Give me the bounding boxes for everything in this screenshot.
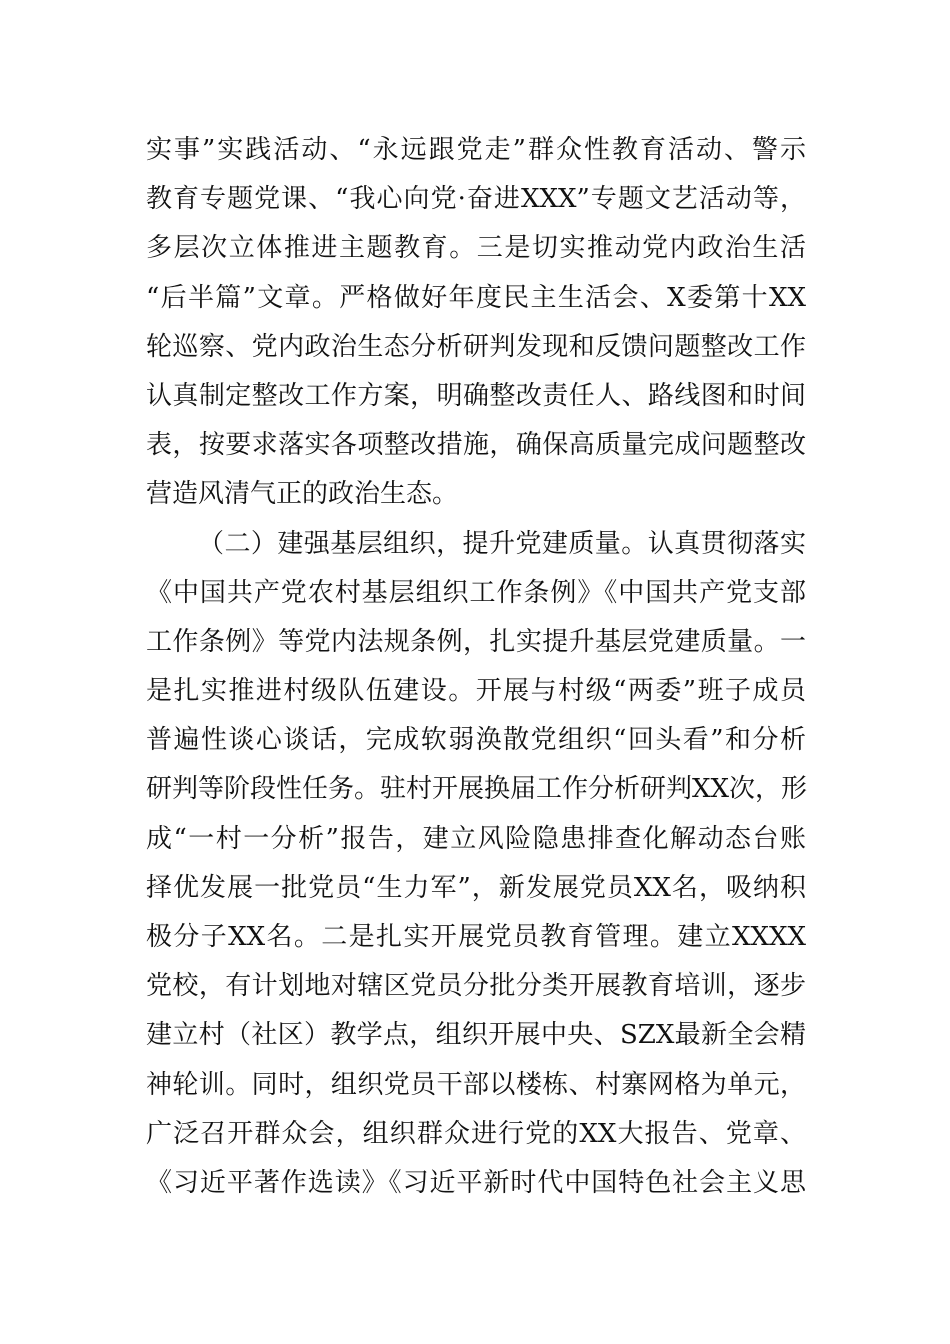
text-line: 工作条例》等党内法规条例，扎实提升基层党建质量。一 [146, 626, 806, 657]
text-line: 轮巡察、党内政治生态分析研判发现和反馈问题整改工作 [146, 331, 806, 362]
text-line: 神轮训。同时，组织党员干部以楼栋、村寨网格为单元， [146, 1069, 806, 1100]
text-line: 极分子XX名。二是扎实开展党员教育管理。建立XXXX [146, 922, 806, 952]
text-line: 普遍性谈心谈话，完成软弱涣散党组织“回头看”和分析 [146, 725, 806, 756]
text-line: 是扎实推进村级队伍建设。开展与村级“两委”班子成员 [146, 676, 806, 707]
section-heading-line: （二）建强基层组织，提升党建质量。认真贯彻落实 [198, 528, 806, 559]
text-line: 多层次立体推进主题教育。三是切实推动党内政治生活 [146, 233, 806, 264]
text-line: 教育专题党课、“我心向党·奋进XXX”专题文艺活动等， [146, 184, 806, 215]
text-line: 择优发展一批党员“生力军”，新发展党员XX名，吸纳积 [146, 872, 806, 903]
text-line: 《习近平著作选读》《习近平新时代中国特色社会主义思 [146, 1167, 806, 1198]
text-line: 表，按要求落实各项整改措施，确保高质量完成问题整改 [146, 430, 806, 461]
text-line: 党校，有计划地对辖区党员分批分类开展教育培训，逐步 [146, 971, 806, 1002]
text-line: 实事”实践活动、“永远跟党走”群众性教育活动、警示 [146, 135, 806, 165]
paragraph-end-line: 营造风清气正的政治生态。 [146, 479, 459, 510]
text-line: 成“一村一分析”报告，建立风险隐患排查化解动态台账 [146, 823, 806, 854]
text-line: 研判等阶段性任务。驻村开展换届工作分析研判XX次，形 [146, 774, 808, 805]
body-text [146, 126, 806, 1208]
text-line: 认真制定整改工作方案，明确整改责任人、路线图和时间 [146, 380, 806, 411]
text-line: 建立村（社区）教学点，组织开展中央、SZX最新全会精 [146, 1020, 806, 1051]
text-line: 广泛召开群众会，组织群众进行党的XX大报告、党章、 [146, 1118, 806, 1149]
text-line: 《中国共产党农村基层组织工作条例》《中国共产党支部 [146, 577, 806, 608]
text-line: “后半篇”文章。严格做好年度民主生活会、X委第十XX [146, 282, 806, 313]
